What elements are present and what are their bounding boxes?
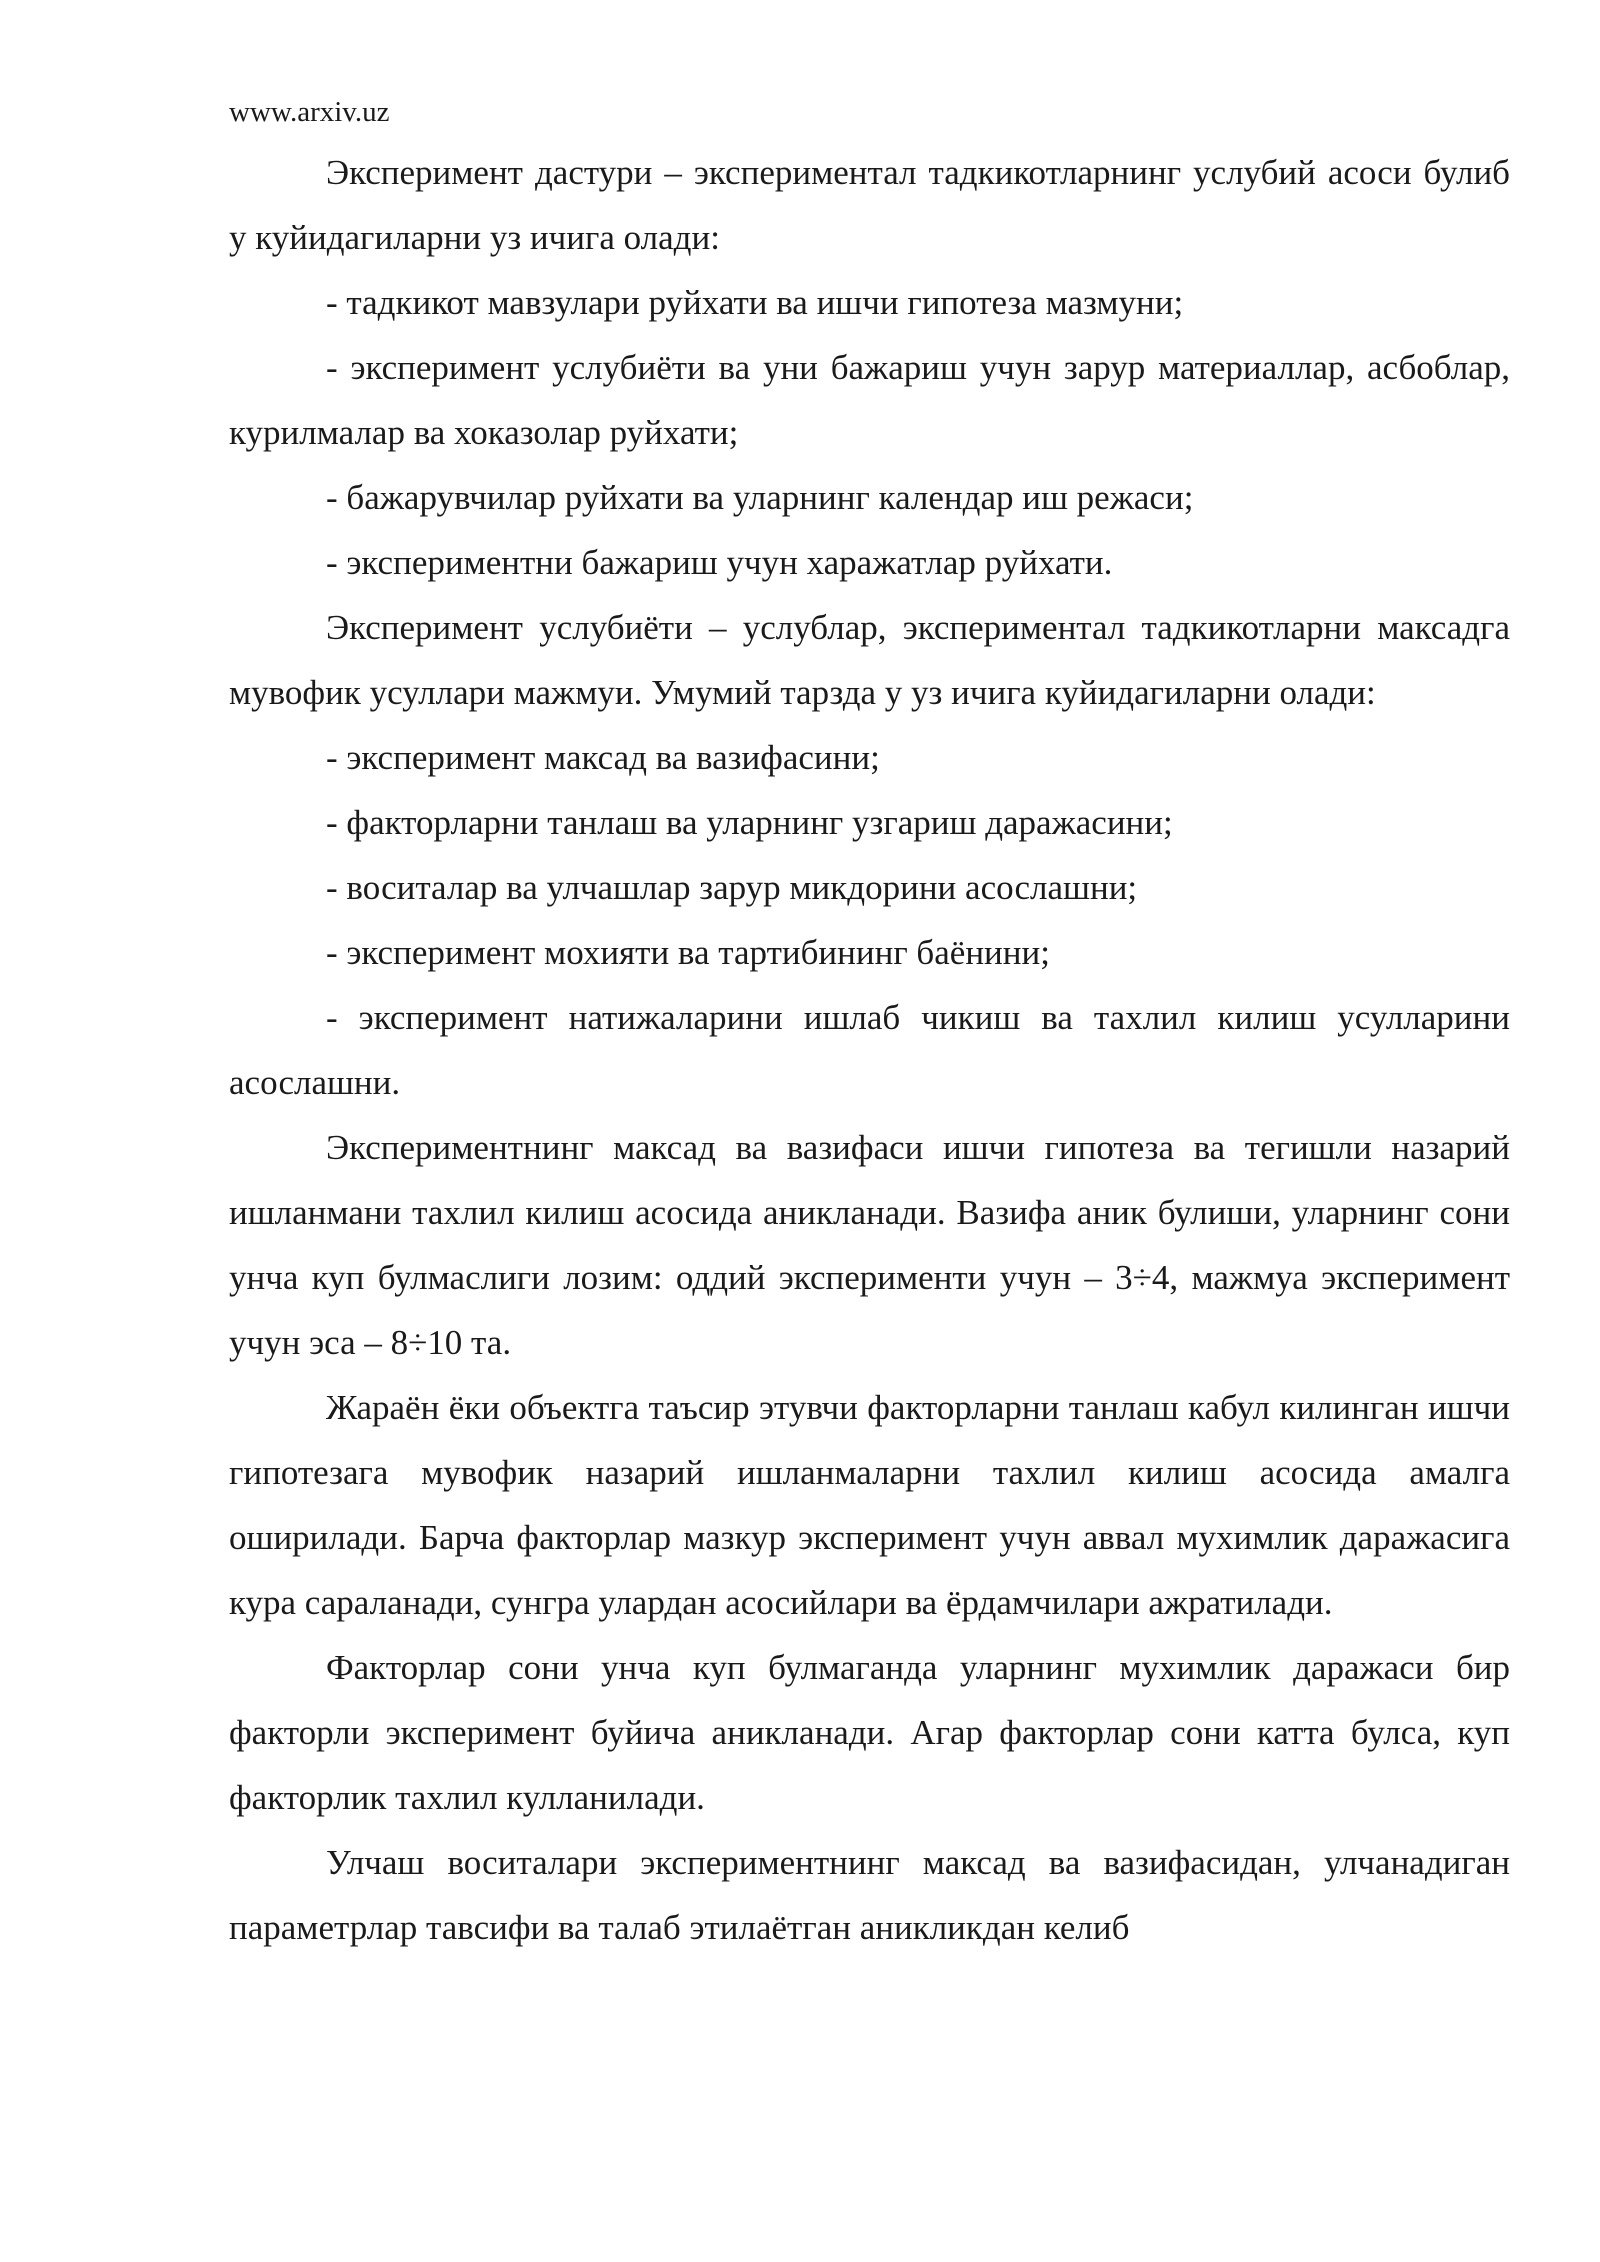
document-body: [229, 140, 1510, 1960]
paragraph-factor-count: Факторлар сони унча куп булмаганда уларнинг мухимлик даражаси бир факторли эксперимент буйича аникланади. Агар факторлар сони катта булса, куп факторлик тахлил кулланилади.: [229, 1648, 1510, 1817]
paragraph-measurement: Улчаш воситалари экспериментнинг максад ва вазифасидан, улчанадиган параметрлар тавсифи ва талаб этилаётган аникликдан келиб: [229, 1843, 1510, 1947]
list-item: - эксперимент услубиёти ва уни бажариш учун зарур материаллар, асбоблар, курилмалар ва хоказолар руйхати;: [229, 348, 1510, 452]
paragraph-methodology-intro: Эксперимент услубиёти – услублар, экспериментал тадкикотларни максадга мувофик усуллари мажмуи. Умумий тарзда у уз ичига куйидагиларни олади:: [229, 608, 1510, 712]
list-item: - факторларни танлаш ва уларнинг узгариш даражасини;: [326, 803, 1173, 842]
list-item: - тадкикот мавзулари руйхати ва ишчи гипотеза мазмуни;: [326, 283, 1184, 322]
paragraph-factor-selection: Жараён ёки объектга таъсир этувчи факторларни танлаш кабул килинган ишчи гипотезага мувофик назарий ишланмаларни тахлил килиш асосида амалга оширилади. Барча факторлар мазкур эксперимент учун аввал мухимлик даражасига кура сараланади, сунгра улардан асосийлари ва ёрдамчилари ажратилади.: [229, 1388, 1510, 1622]
site-url-header: www.arxiv.uz: [229, 96, 390, 128]
list-item: - эксперимент максад ва вазифасини;: [326, 738, 880, 777]
list-item: - эксперимент мохияти ва тартибининг баёнини;: [326, 933, 1050, 972]
paragraph-goals: Экспериментнинг максад ва вазифаси ишчи гипотеза ва тегишли назарий ишланмани тахлил килиш асосида аникланади. Вазифа аник булиши, уларнинг сони унча куп булмаслиги лозим: оддий эксперименти учун – 3÷4, мажмуа эксперимент учун эса – 8÷10 та.: [229, 1128, 1510, 1362]
document-page: [229, 92, 1510, 1960]
paragraph-program-intro: Эксперимент дастури – экспериментал тадкикотларнинг услубий асоси булиб у куйидагиларни уз ичига олади:: [229, 153, 1510, 257]
list-item: - экспериментни бажариш учун харажатлар руйхати.: [326, 543, 1113, 582]
list-item: - бажарувчилар руйхати ва уларнинг календар иш режаси;: [326, 478, 1194, 517]
list-item: - эксперимент натижаларини ишлаб чикиш ва тахлил килиш усулларини асослашни.: [229, 998, 1510, 1102]
list-item: - воситалар ва улчашлар зарур микдорини асослашни;: [326, 868, 1138, 907]
